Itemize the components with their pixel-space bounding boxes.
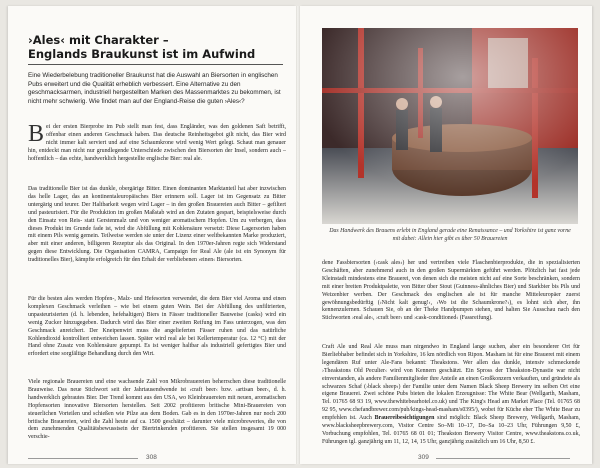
footer-rule-left xyxy=(28,458,138,459)
right-paragraph-2-end: sind möglich: Black Sheep Brewery, Wellgarth, Masham, www.blacksheepbrewery.com, Visitor Centre So–Mi 10–17, Do–Sa 10–23 Uhr, Führungen 9,50 £, Vorbuchung empfohlen, Tel. 01765 68 01 01; Theakston Brewery Visitor Centre, www.theakstons.co.uk, Führungen tgl. ganzjährig um 11, 12, 14, 15 Uhr, ganzjährig zusätzlich um 16 Uhr, 8,50 £. xyxy=(322,415,581,445)
body-paragraph-1 xyxy=(28,121,286,164)
left-page xyxy=(8,6,296,464)
drop-cap: B xyxy=(28,121,45,147)
body-paragraph-3: Für die besten ales werden Hopfen-, Malz- und Hefesorten verwendet, die dem Bier viel Aroma und einen komplexen Geschmack verleihen – wie bei einem guten Wein. Bei der Abfüllung des unfiltrierten, unpasteurisierten (d. h. lebenden, hefehaltigen) Biers in Fässer traditioneller Bauweise (casks) wird ein wenig Zucker hinzugegeben. Dadurch wird das Bier einer zweiten Reifung im Fass unterzogen, was den Geschmack anreichert. Der Kneipenwirt muss die angelieferten Fässer ruhen und das natürliche Kohlendioxid kontrolliert entweichen lassen. Später wird real ale bei Kellertemperatur (ca. 12 °C) mit der Hand ohne Zusatz von Kohlensäure gepumpt. Es ist weniger haltbar als industriell gefertigtes Bier und erfordert eine sorgfältige Behandlung durch den Wirt. xyxy=(28,296,286,358)
body-paragraph-4: Viele regionale Brauereien und eine wachsende Zahl von Mikrobrauereien beherrschen diese traditionelle Brauweise. Das neue Stichwort seit der Jahrtausendwende ist ›craft beer‹ bzw. ›artisan beer‹, d. h. handwerklich gebrautes Bier. Der Trend kommt aus den USA, wo Kleinbrauereien mit neuen, aromatischen Hopfensorten innovative Biersorten herstellen. Seit 2002 profitieren britische Mini-Brauereien von steuerlichen Vorteilen und schießen wie Pilze aus dem Boden. Gab es in den 1970er-Jahren nur noch 200 britische Brauereien, wird die Zahl heute auf ca. 1500 geschätzt – darunter viele microbreweries, die von dem zunehmenden Qualitätsbewusstsein der Biertrinkenden profitieren. Sie stellen insgesamt 19 000 verschie- xyxy=(28,379,286,441)
headline-line-1: ›Ales‹ mit Charakter – xyxy=(28,33,169,47)
body-paragraph-2: Das traditionelle Bier ist das dunkle, obergärige Bitter. Einen dominanten Marktanteil hat aber inzwischen das helle Lager, das an kontinentaleuropäisches Bier erinnern soll. Lager ist im Gegensatz zu Bitter untergärig und teurer. Der Haltbarkeit wegen wird Lager – in den großen Brauereien auch Bitter – gefiltert und pasteurisiert. Für die Produktion im großen Maßstab wird an den Zutaten gespart, beispielsweise durch den Einsatz von Reis- statt Gerstenmalz und von weniger aromatischem Hopfen. Um zu verbergen, dass dieses Produkt im Grunde fade ist, wird die Abfüllung mit Kohlensäure versetzt: Diese Lagersorten haben mit einem Pils wenig gemein. Teilweise werden sie unter der Lizenz einer weltbekannten Marke produziert, aber mit einer anderen, billigeren Rezeptur als das Original. In den 1970er-Jahren regte sich Widerstand gegen diese Entwicklung. Die Organisation CAMRA, Campaign for Real Ale (ale ist ein Synonym für traditionelles Bier), kämpfte erfolgreich für den Erhalt der verbliebenen ›einen‹ Biersorten. xyxy=(28,186,286,264)
brewery-illustration xyxy=(322,28,578,224)
article-headline xyxy=(28,34,290,61)
right-paragraph-2 xyxy=(322,344,580,447)
headline-line-2: Englands Braukunst ist im Aufwind xyxy=(28,46,256,61)
headline-rule xyxy=(28,64,283,65)
right-page xyxy=(300,6,592,464)
article-intro: Eine Wiederbelebung traditioneller Braukunst hat die Auswahl an Biersorten in englischen Pubs erweitert und die Qualität erheblich verbessert. Eine Alternative zu den geschmacksarmen, industriell hergestellten Marken des Massenmarktes zu bekommen, ist nicht mehr schwierig. Wie findet man auf der England-Reise die guten ›Ales‹? xyxy=(28,72,281,105)
photo-caption: Das Handwerk des Brauens erlebt in England gerade eine Renaissance – und Yorkshire ist ganz vorne mit dabei: Allein hier gibt es über 50 Brauereien xyxy=(329,228,571,242)
right-paragraph-1: dene Fassbiersorten (›cask ales‹) her und vertreiben viele Flaschenbierprodukte, die in spezialisierten Geschäften, aber zunehmend auch in den großen Supermärkten geführt werden. Plötzlich hat fast jede Kleinstadt mindestens eine Brauerei, von denen sich die meisten nicht auf eine Sorte beschränken, sondern mit einer breiten Produktpalette, von Bitter über Stout (Guinness-ähnliches Bier) und Starkbier bis Pils und Weizenbier werben. Der Geschmack des englischen ale ist für manche Mitteleuropäer zuerst gewöhnungsbedürftig (›Nicht kalt genug!‹, ›Wo ist die Schaumkrone?‹), es lohnt sich aber, ihn kennenzulernen. Schauen Sie, ob an der Theke Handpumpen stehen, und halten Sie Ausschau nach den Stichworten ›real ale‹, ›craft beer‹ und ›cask-conditioned‹ (Fassreifung). xyxy=(322,260,580,322)
right-paragraph-2-start: Craft Ale und Real Ale muss man nirgendwo in England lange suchen, aber ein besonderer Ort für Bierliebhaber befindet sich in Yorkshire, 16 km nördlich von Ripon. Masham ist für eine Brauerei mit einem legendären Ruf unter Ale-Fans bekannt: Theakstons. Wer allen das dunkle, intensiv schmeckende ›Theakstons Old Peculier‹ wird von Kennern geschätzt. Ein Spross der Theakston-Dynastie war nicht einverstanden, als andere Familienmitglieder ihre Anteile an einen Großkonzern verkauften, und gründete als schwarzes Schaf (›black sheep‹) der Familie unter dem Namen Black Sheep Brewery im selben Ort eine eigene Brauerei. Zwei schöne Pubs bieten die lokalen Erzeugnisse: The White Bear (Wellgarth, Masham, Tel. 01765 68 93 19, www.thewhitebearhotel.co.uk) und The King's Head am Market Place (Tel. 01765 68 92 95, www.chefandbrewer.com/pub/kings-head-masham/s0395/), wobei für Küche eher The White Bear zu empfehlen ist. Auch xyxy=(322,344,580,422)
brewery-tours-label: Brauereibesichtigungen xyxy=(374,415,435,422)
brewery-photo xyxy=(322,28,578,224)
footer-rule-right xyxy=(436,458,570,459)
page-number-right: 309 xyxy=(418,454,429,461)
paragraph-1-text: ei der ersten Bierprobe im Pub stellt man fest, dass Engländer, was den goldenen Saft betrifft, offenbar einen anderen Geschmack haben. Das deutsche Reinheitsgebot gilt nicht, das Bier wird nicht immer kalt serviert und auf eine Schaumkrone wird wenig Wert gelegt. Schaut man genauer hin, entdeckt man nicht nur grundlegende Unterschiede zwischen den Biersorten der Insel, sondern auch – hoffentlich – das echte, handwerklich hergestellte englische Bier: real ale. xyxy=(28,124,286,162)
page-number-left: 308 xyxy=(146,454,157,461)
